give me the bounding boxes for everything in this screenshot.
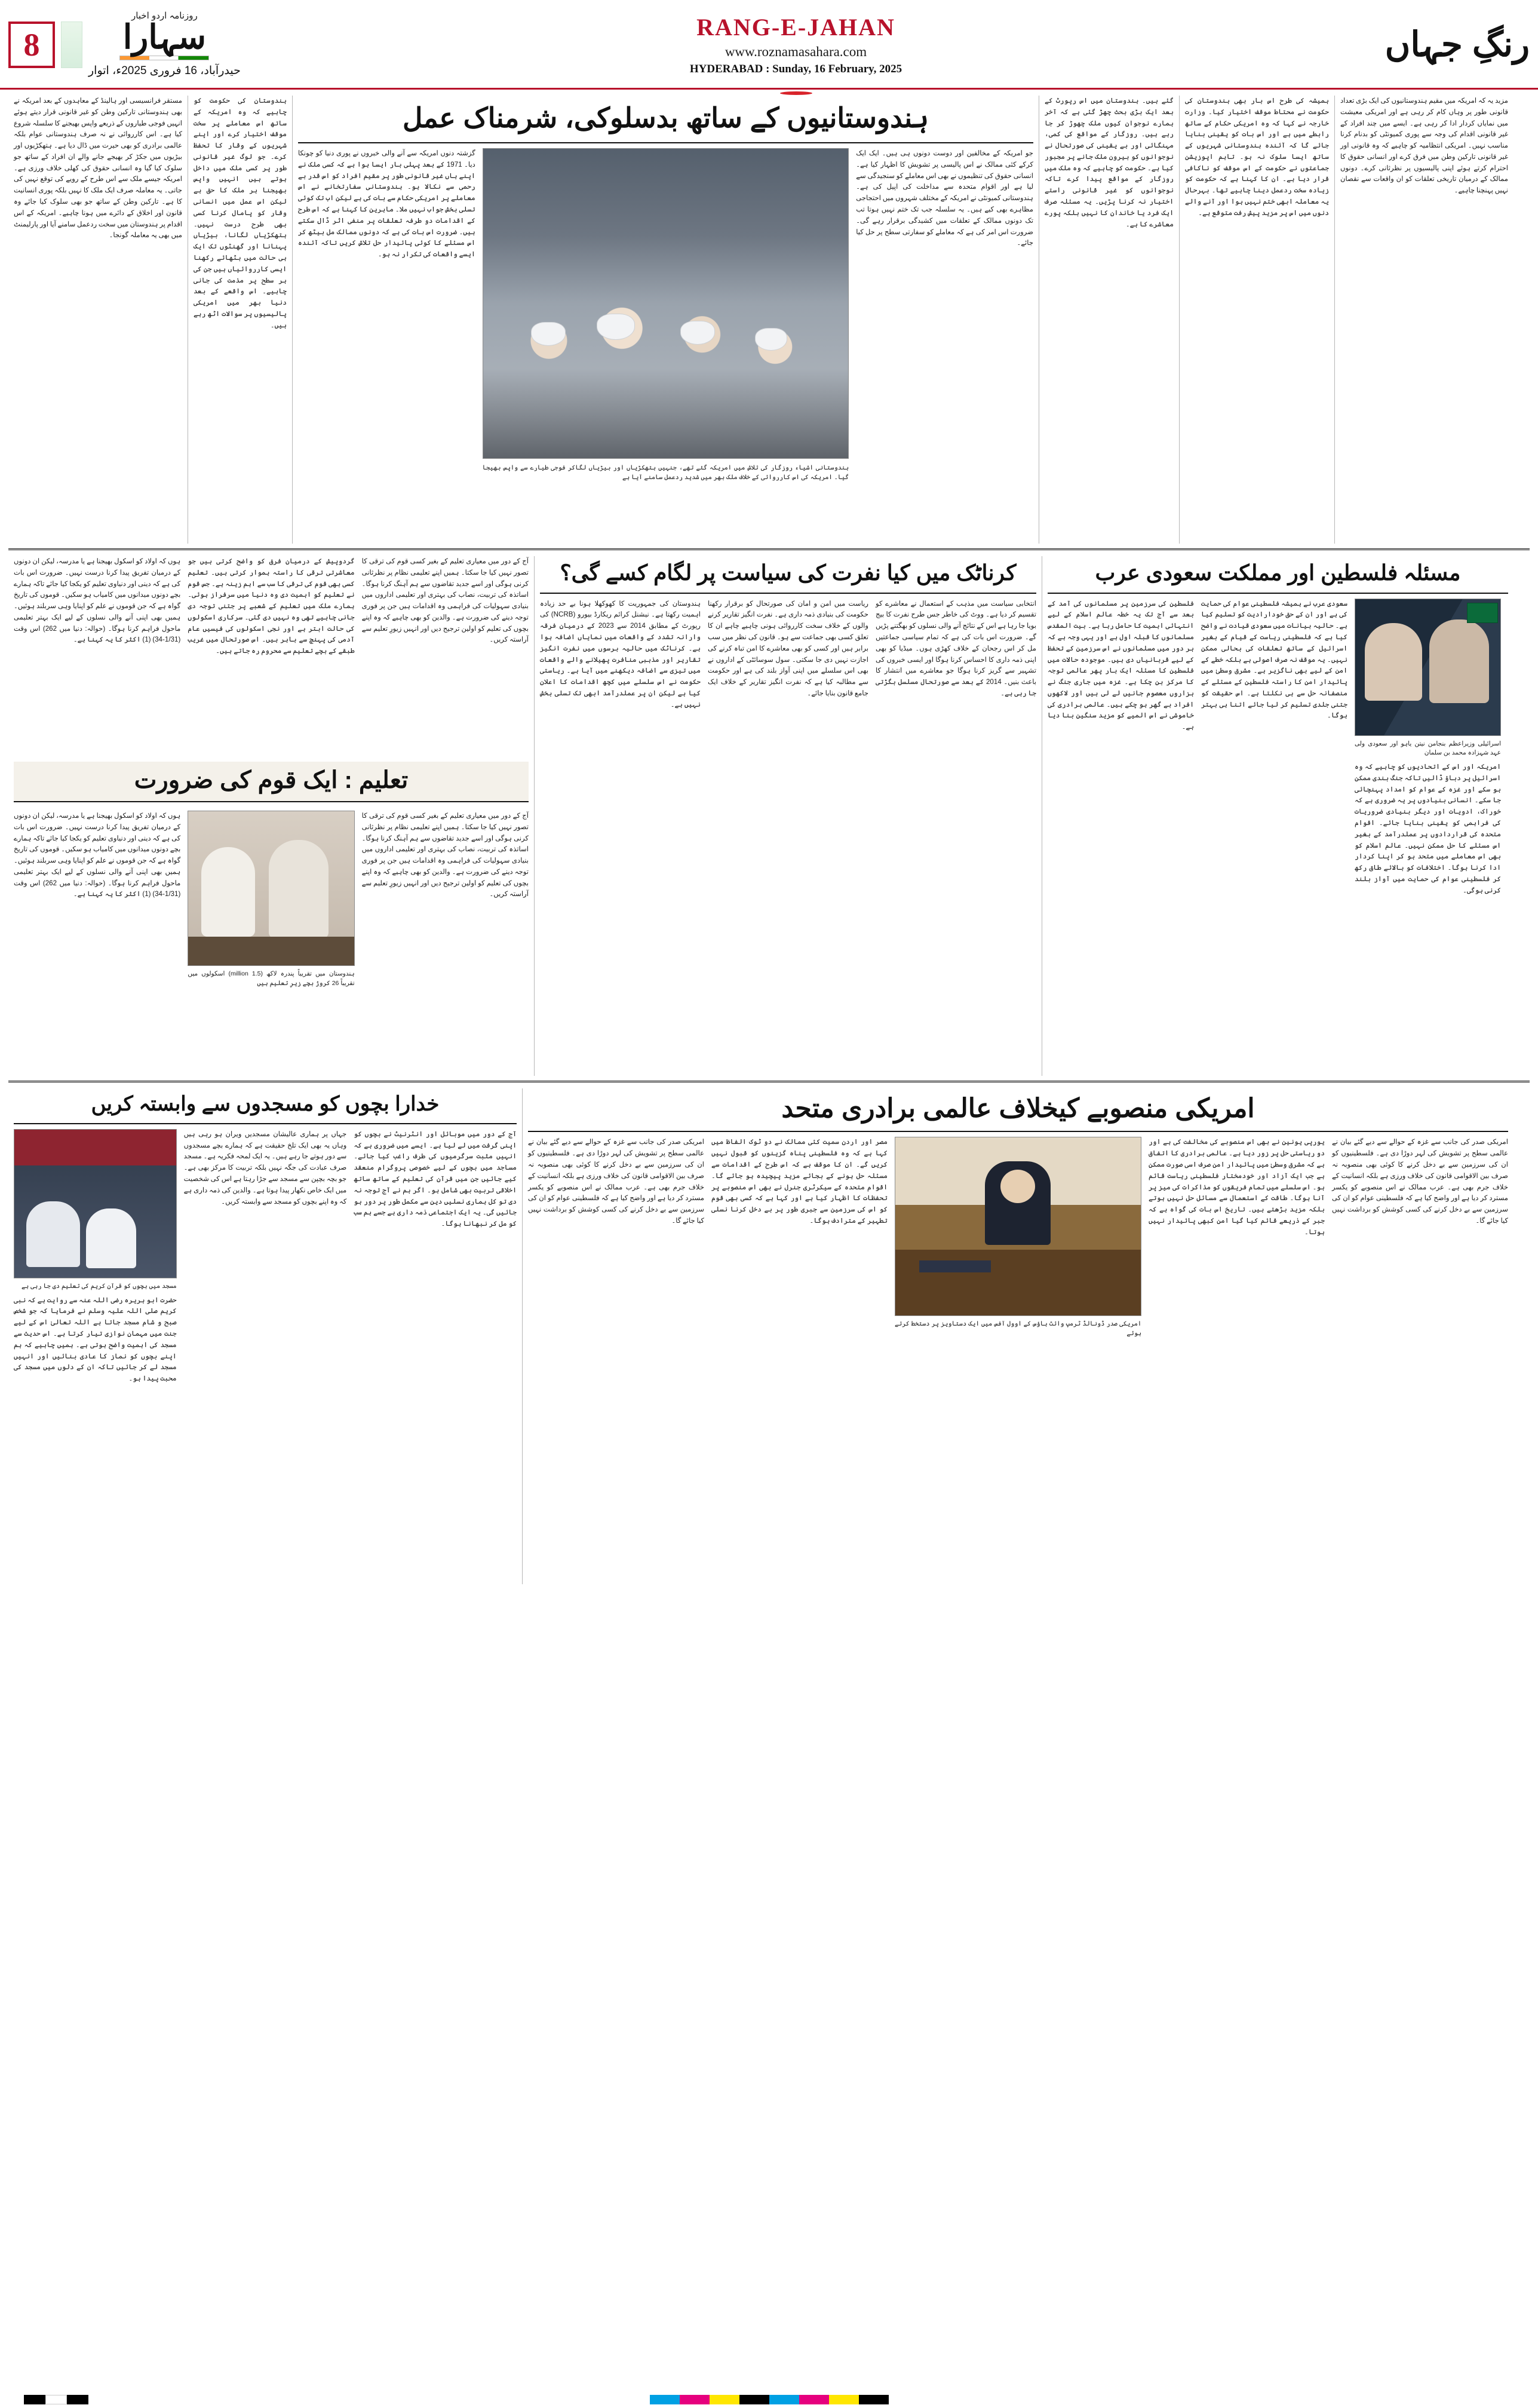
tricolor-icon	[119, 56, 209, 60]
us-plan-headline: امریکی منصوبے کیخلاف عالمی برادری متحد	[528, 1088, 1508, 1132]
education-photo-caption: ہندوستان میں تقریباً پندرہ لاکھ (1.5 million) اسکولوں میں تقریباً 26 کروڑ بچے زیرِ تعلیم ہیں	[188, 970, 355, 987]
education-paragraph: ہوں کہ اولاد کو اسکول بھیجنا ہے یا مدرسہ، لیکن ان دونوں کے درمیان تفریق پیدا کرنا درست نہیں۔ ضرورت اس بات کی ہے کہ دینی اور دنیاوی تعلیم کو یکجا کیا جائے تاکہ ہمارے بچے دونوں میدانوں میں کامیاب ہو سکیں۔ قوموں کی تاریخ گواہ ہے کہ جن قوموں نے علم کو اپنایا وہی سربلند ہوئیں۔ ہمیں بھی اپنی آنے والی نسلوں کے لیے ایک بہتر تعلیمی ماحول فراہم کرنا ہوگا۔ (حوالہ: دنیا میں 262) اس وقت (1/31-34) (1) اکثر کا یہ کہنا ہے۔	[14, 557, 181, 644]
lead-col-2	[188, 96, 292, 544]
mosque-headline: خدارا بچوں کو مسجدوں سے وابستہ کریں	[14, 1088, 517, 1124]
color-swatch	[769, 2395, 799, 2404]
masthead-left	[8, 5, 319, 84]
color-swatch	[829, 2395, 859, 2404]
us-plan-photo	[895, 1137, 1141, 1316]
us-plan-paragraph: یورپی یونین نے بھی اس منصوبے کی مخالفت کی ہے اور دو ریاستی حل پر زور دیا ہے۔ عالمی برادری کا اتفاق ہے کہ مشرق وسطیٰ میں پائیدار امن صرف اسی صورت ممکن ہے جب ایک آزاد اور خودمختار فلسطینی ریاست قائم ہو۔ اس سلسلے میں تمام فریقوں کو مذاکرات کی میز پر آنا ہوگا۔ طاقت کے استعمال سے مسائل حل نہیں ہوتے بلکہ مزید بڑھتے ہیں۔ تاریخ اس بات کی گواہ ہے کہ جبر کے ذریعے قائم کیا گیا امن کبھی پائیدار نہیں ہوتا۔	[1149, 1138, 1325, 1236]
mosque-paragraph: آج کے دور میں موبائل اور انٹرنیٹ نے بچوں کو اپنی گرفت میں لے لیا ہے۔ ایسے میں ضروری ہے کہ انہیں مثبت سرگرمیوں کی طرف راغب کیا جائے۔ مساجد میں بچوں کے لیے خصوصی پروگرام منعقد کیے جائیں جن میں قرآن کی تعلیم کے ساتھ ساتھ اخلاقی تربیت بھی شامل ہو۔ اگر ہم نے آج توجہ نہ دی تو کل ہماری نسلیں دین سے مکمل طور پر دور ہو جائیں گی۔ یہ ایک اجتماعی ذمہ داری ہے جسے ہم سب کو مل کر نبھانا ہوگا۔	[354, 1130, 517, 1228]
lead-col-1	[8, 96, 188, 544]
education-paragraph: آج کے دور میں معیاری تعلیم کے بغیر کسی قوم کی ترقی کا تصور نہیں کیا جا سکتا۔ ہمیں اپنے تعلیمی نظام پر نظرثانی کرنی ہوگی اور اسے جدید تقاضوں سے ہم آہنگ کرنا ہوگا۔ اساتذہ کی تربیت، نصاب کی بہتری اور تعلیمی اداروں میں بنیادی سہولیات کی فراہمی وہ اقدامات ہیں جن پر فوری توجہ دینے کی ضرورت ہے۔ والدین کو بھی چاہیے کہ وہ اپنے بچوں کی تعلیم کو اولین ترجیح دیں اور انہیں زیورِ تعلیم سے آراستہ کریں۔	[361, 557, 529, 644]
color-swatch	[650, 2395, 680, 2404]
color-swatch	[799, 2395, 829, 2404]
education-paragraph: آج کے دور میں معیاری تعلیم کے بغیر کسی قوم کی ترقی کا تصور نہیں کیا جا سکتا۔ ہمیں اپنے تعلیمی نظام پر نظرثانی کرنی ہوگی اور اسے جدید تقاضوں سے ہم آہنگ کرنا ہوگا۔ اساتذہ کی تربیت، نصاب کی بہتری اور تعلیمی اداروں میں بنیادی سہولیات کی فراہمی وہ اقدامات ہیں جن پر فوری توجہ دینے کی ضرورت ہے۔ والدین کو بھی چاہیے کہ وہ اپنے بچوں کی تعلیم کو اولین ترجیح دیں اور انہیں زیورِ تعلیم سے آراستہ کریں۔	[361, 812, 529, 898]
sahara-logo-main: سہارا	[122, 18, 207, 56]
mosque-paragraph: حضرت ابو ہریرہ رضی اللہ عنہ سے روایت ہے کہ نبی کریم صلی اللہ علیہ وسلم نے فرمایا کہ جو شخص صبح و شام مسجد جاتا ہے اللہ تعالیٰ اس کے لیے جنت میں مہمان نوازی تیار کرتا ہے۔ اس حدیث سے مسجد کی اہمیت واضح ہوتی ہے۔ ہمیں چاہیے کہ ہم اپنے بچوں کو نماز کا عادی بنائیں اور انہیں مسجد لے کر جائیں تاکہ ان کے دلوں میں مسجد کی محبت پیدا ہو۔	[14, 1296, 177, 1383]
paper-url[interactable]: www.roznamasahara.com	[725, 44, 867, 59]
masthead-date-urdu: حیدرآباد، 16 فروری 2025ء، اتوار	[88, 65, 241, 77]
color-registration-bar	[0, 2395, 1538, 2404]
lead-col-7	[1334, 96, 1514, 544]
palestine-saudi-headline: مسئلہ فلسطین اور مملکت سعودی عرب	[1048, 556, 1508, 594]
lead-article	[0, 90, 1538, 544]
bottom-section	[0, 1082, 1538, 1584]
paper-dateline: HYDERABAD : Sunday, 16 February, 2025	[689, 63, 902, 75]
lead-paragraph: جو امریکہ کے مخالفین اور دوست دونوں ہی ہیں۔ ایک ایک کرکے کئی ممالک نے اس پالیسی پر تشویش کا اظہار کیا ہے۔ انسانی حقوق کی تنظیموں نے بھی اس معاملے کو سنجیدگی سے لیا ہے اور اقوام متحدہ سے مداخلت کی اپیل کی ہے۔ ہندوستانی کمیونٹی نے امریکہ کے مختلف شہروں میں احتجاجی مظاہرے بھی کیے ہیں۔ یہ سلسلہ جب تک ختم نہیں ہوتا تب تک دونوں ممالک کے تعلقات میں کشیدگی برقرار رہے گی۔ ضرورت اس امر کی ہے کہ معاملے کو سفارتی سطح پر حل کیا جائے۔	[856, 149, 1033, 247]
article-us-plan	[522, 1088, 1514, 1584]
lead-col-5	[1039, 96, 1179, 544]
karnataka-headline: کرناٹک میں کیا نفرت کی سیاست پر لگام کسے گی؟	[540, 556, 1036, 594]
masthead	[0, 0, 1538, 90]
lead-paragraph: ہمیشہ کی طرح اس بار بھی ہندوستان کی حکومت نے محتاط موقف اختیار کیا۔ وزارت خارجہ نے کہا کہ وہ امریکی حکام کے ساتھ رابطے میں ہے اور اس بات کو یقینی بنایا جائے گا کہ آئندہ ہندوستانی شہریوں کے ساتھ ایسا سلوک نہ ہو۔ تاہم اپوزیشن جماعتوں نے حکومت کے اس موقف کو ناکافی قرار دیا ہے۔ ان کا کہنا ہے کہ حکومت کو زیادہ سخت ردعمل دینا چاہیے تھا۔ بہرحال یہ معاملہ ابھی ختم نہیں ہوا اور آنے والے دنوں میں اس پر مزید پیش رفت متوقع ہے۔	[1185, 97, 1329, 217]
education-headline: تعلیم : ایک قوم کی ضرورت	[14, 762, 529, 802]
karnataka-paragraph: ہندوستان کی جمہوریت کا کھوکھلا ہونا بے حد زیادہ اہمیت رکھتا ہے۔ نیشنل کرائم ریکارڈ بیورو (NCRB) کی رپورٹ کے مطابق 2014 سے 2023 کے درمیان فرقہ وارانہ تشدد کے واقعات میں نمایاں اضافہ ہوا ہے۔ کرناٹک میں حالیہ برسوں میں نفرت انگیز تقاریر اور مذہبی منافرت پھیلانے والے واقعات میں تیزی سے اضافہ دیکھنے میں آیا ہے۔ ریاستی حکومت نے اس سلسلے میں کچھ اقدامات کا اعلان کیا ہے لیکن ان پر عملدرآمد ابھی تک تسلی بخش نہیں ہے۔	[540, 599, 701, 708]
lead-headline: ہندوستانیوں کے ساتھ بدسلوکی، شرمناک عمل	[298, 96, 1033, 143]
palestine-paragraph: سعودی عرب نے ہمیشہ فلسطینی عوام کی حمایت کی ہے اور ان کے حق خودارادیت کو تسلیم کیا ہے۔ حالیہ بیانات میں سعودی قیادت نے واضح کیا ہے کہ فلسطینی ریاست کے قیام کے بغیر اسرائیل کے ساتھ تعلقات کی بحالی ممکن نہیں۔ یہ موقف نہ صرف اصولی ہے بلکہ خطے کے امن کے لیے بھی ناگزیر ہے۔ مشرق وسطیٰ میں پائیدار امن کا راستہ فلسطین کے مسئلے کے منصفانہ حل سے ہی نکلتا ہے۔ اس حقیقت کو جتنی جلدی تسلیم کر لیا جائے اتنا ہی بہتر ہوگا۔	[1201, 599, 1347, 720]
education-paragraph: گردوپیش کے درمیان فرق کو واضح کرتی ہیں جو معاشرتی ترقی کا راستہ ہموار کرتی ہیں۔ تعلیم کسی بھی قوم کی ترقی کا سب سے اہم زینہ ہے۔ جس قوم نے تعلیم کو اہمیت دی وہ دنیا میں سرفراز ہوئی۔ ہمارے ملک میں تعلیم کے شعبے پر جتنی توجہ دی جانی چاہیے تھی وہ نہیں دی گئی۔ سرکاری اسکولوں کی حالت ابتر ہے اور نجی اسکولوں کی فیسیں عام آدمی کی پہنچ سے باہر ہیں۔ اس صورتحال میں غریب طبقے کے بچے تعلیم سے محروم رہ جاتے ہیں۔	[188, 557, 355, 655]
article-education	[8, 556, 534, 1076]
paper-title: RANG-E-JAHAN	[696, 14, 895, 41]
lead-paragraph: مستقر فرانسیسی اور ہالینڈ کے معاہدوں کے بعد امریکہ نے بھی ہندوستانی تارکین وطن کو غیر قانونی قرار دیتے ہوئے انہیں فوجی طیاروں کے ذریعے واپس بھیجنے کا سلسلہ شروع کیا ہے۔ اس کارروائی نے نہ صرف ہندوستانی عوام بلکہ عالمی برادری کو بھی حیرت میں ڈال دیا ہے۔ ہتھکڑیوں اور بیڑیوں میں جکڑ کر بھیجے جانے والے ان افراد کے ساتھ جو سلوک کیا گیا وہ انسانی حقوق کی کھلی خلاف ورزی ہے۔ امریکہ جیسے ملک سے اس طرح کے رویے کی توقع نہیں کی جاتی۔ یہ معاملہ صرف ایک ملک کا نہیں بلکہ پوری انسانیت کا ہے۔ تارکین وطن کے ساتھ جو بھی سلوک کیا جائے وہ قانون اور اخلاق کے دائرے میں ہونا چاہیے۔ امریکہ کے اس اقدام پر ہندوستان میں سخت ردعمل سامنے آیا اور پارلیمنٹ میں بھی یہ معاملہ گونجا۔	[14, 97, 182, 240]
palestine-paragraph: فلسطین کی سرزمین پر مسلمانوں کی آمد کے بعد سے آج تک یہ خطہ عالم اسلام کے لیے انتہائی اہمیت کا حامل رہا ہے۔ بیت المقدس مسلمانوں کا قبلہ اول ہے اور یہی وجہ ہے کہ ہر دور میں مسلمانوں نے اس سرزمین کے تحفظ کے لیے قربانیاں دی ہیں۔ موجودہ حالات میں فلسطین کا مسئلہ ایک بار پھر عالمی توجہ کا مرکز بن چکا ہے۔ غزہ میں جاری جنگ نے ہزاروں معصوم جانیں لے لی ہیں اور لاکھوں افراد بے گھر ہو چکے ہیں۔ عالمی برادری کی خاموشی نے اس المیے کو مزید سنگین بنا دیا ہے۔	[1048, 599, 1194, 731]
lead-paragraph: مزید یہ کہ امریکہ میں مقیم ہندوستانیوں کی ایک بڑی تعداد قانونی طور پر وہاں کام کر رہی ہے اور امریکی معیشت میں نمایاں کردار ادا کر رہی ہے۔ ایسے میں چند افراد کے غیر قانونی اقدام کی وجہ سے پوری کمیونٹی کو بدنام کرنا مناسب نہیں۔ امریکی انتظامیہ کو چاہیے کہ وہ قانونی اور غیر قانونی تارکین وطن میں فرق کرے اور انسانی حقوق کا احترام کرتے ہوئے اپنی پالیسیوں پر نظرثانی کرے۔ دونوں ممالک کے درمیان تاریخی تعلقات کو ان واقعات سے نقصان نہیں پہنچنا چاہیے۔	[1340, 97, 1508, 195]
mosque-photo-caption: مسجد میں بچوں کو قرآن کریم کی تعلیم دی جا رہی ہے	[21, 1282, 177, 1290]
lead-col-6	[1179, 96, 1334, 544]
color-swatch	[680, 2395, 710, 2404]
middle-section	[0, 550, 1538, 1076]
article-mosque	[8, 1088, 522, 1584]
lead-paragraph: گزشتہ دنوں امریکہ سے آنے والی خبروں نے پوری دنیا کو چونکا دیا۔ 1971 کے بعد پہلی بار ایسا ہوا ہے کہ کسی ملک نے اپنے ہاں غیر قانونی طور پر مقیم افراد کو اس قدر بے رحمی سے نکالا ہو۔ ہندوستانی سفارتخانے نے اس معاملے پر امریکی حکام سے بات کی ہے لیکن اب تک کوئی تسلی بخش جواب نہیں ملا۔ ماہرین کا کہنا ہے کہ اس طرح کے اقدامات دو طرفہ تعلقات پر منفی اثر ڈال سکتے ہیں۔ ضرورت اس بات کی ہے کہ دونوں ممالک مل بیٹھ کر اس مسئلے کا کوئی پائیدار حل تلاش کریں تاکہ آئندہ ایسے واقعات کی تکرار نہ ہو۔	[298, 149, 475, 259]
lead-photo-block	[483, 148, 849, 544]
mosque-paragraph: جہاں پر ہماری عالیشان مسجدیں ویران ہو رہی ہیں وہاں یہ بھی ایک تلخ حقیقت ہے کہ ہمارے بچے مسجدوں سے دور ہوتے جا رہے ہیں۔ یہ ایک لمحہ فکریہ ہے۔ مسجد صرف عبادت کی جگہ نہیں بلکہ تربیت کا مرکز بھی ہے۔ جو بچہ بچپن سے مسجد سے جڑا رہتا ہے اس کی شخصیت میں ایک خاص نکھار پیدا ہوتا ہے۔ والدین کی ذمہ داری ہے کہ وہ اپنے بچوں کو مسجد سے وابستہ کریں۔	[183, 1130, 347, 1205]
article-karnataka	[534, 556, 1042, 1076]
lead-col-4	[856, 148, 1033, 544]
leaders-photo	[1355, 599, 1501, 736]
decorative-bar	[61, 22, 82, 68]
color-swatch	[739, 2395, 769, 2404]
karnataka-paragraph: ریاست میں امن و امان کی صورتحال کو برقرار رکھنا حکومت کی بنیادی ذمہ داری ہے۔ نفرت انگیز تقاریر کرنے والوں کے خلاف سخت کارروائی ہونی چاہیے چاہے ان کا تعلق کسی بھی جماعت سے ہو۔ قانون کی نظر میں سب برابر ہیں اور کسی کو بھی معاشرے کا امن تباہ کرنے کی اجازت نہیں دی جا سکتی۔ سول سوسائٹی کے اداروں نے بھی اس سلسلے میں اپنی آواز بلند کی ہے اور حکومت سے مطالبہ کیا ہے کہ نفرت انگیز تقاریر کے خلاف ایک جامع قانون بنایا جائے۔	[708, 599, 868, 697]
rosette-icon-2	[780, 91, 812, 95]
education-photo	[188, 811, 354, 966]
rang-e-jahan-urdu-logo: رنگِ جہاں	[1384, 24, 1530, 64]
lead-col-3	[298, 148, 475, 544]
color-swatch	[710, 2395, 739, 2404]
color-swatch	[859, 2395, 889, 2404]
page-number: 8	[8, 22, 55, 68]
masthead-right	[1273, 5, 1530, 84]
mosque-photo	[14, 1129, 177, 1278]
leaders-photo-caption: اسرائیلی وزیراعظم بنجامن نیتن یاہو اور سعودی ولی عہد شہزادہ محمد بن سلمان	[1355, 740, 1501, 757]
us-plan-paragraph: امریکی صدر کی جانب سے غزہ کے حوالے سے دیے گئے بیان نے عالمی سطح پر تشویش کی لہر دوڑا دی ہے۔ فلسطینیوں کو ان کی سرزمین سے بے دخل کرنے کا کوئی بھی منصوبہ نہ صرف بین الاقوامی قانون کی خلاف ورزی ہے بلکہ انسانیت کے خلاف جرم بھی ہے۔ عرب ممالک نے اس منصوبے کو یکسر مسترد کر دیا ہے اور واضح کیا ہے کہ فلسطینی عوام کو ان کی سرزمین سے بے دخل کرنے کی کسی کوشش کو برداشت نہیں کیا جائے گا۔	[528, 1138, 704, 1225]
karnataka-paragraph: انتخابی سیاست میں مذہب کے استعمال نے معاشرے کو تقسیم کر دیا ہے۔ ووٹ کی خاطر جس طرح نفرت کا بیج بویا جا رہا ہے اس کے نتائج آنے والی نسلوں کو بھگتنے پڑیں گے۔ ضرورت اس بات کی ہے کہ تمام سیاسی جماعتیں مل کر اس رجحان کے خلاف کھڑی ہوں۔ میڈیا کو بھی اپنی ذمہ داری کا احساس کرنا ہوگا اور ایسی خبروں کی تشہیر سے گریز کرنا ہوگا جو معاشرے میں انتشار کا باعث بنیں۔ 2014 کے بعد سے صورتحال مسلسل بگڑتی جا رہی ہے۔	[876, 599, 1036, 697]
lead-photo-caption: ہندوستانی اشیاء روزگار کی تلاش میں امریکہ گئے تھے، جنہیں ہتھکڑیاں اور بیڑیاں لگاکر فوجی طیارے سے واپس بھیجا گیا۔ امریکہ کی اس کارروائی کے خلاف ملک بھر میں شدید ردعمل سامنے آیا ہے	[482, 464, 849, 481]
lead-photo	[483, 148, 849, 459]
lead-main-block	[292, 96, 1039, 544]
sahara-logo	[88, 11, 241, 60]
us-plan-paragraph: مصر اور اردن سمیت کئی ممالک نے دو ٹوک الفاظ میں کہا ہے کہ وہ فلسطینی پناہ گزینوں کو قبول نہیں کریں گے۔ ان کا موقف ہے کہ اس طرح کے اقدامات سے مسئلہ حل ہونے کے بجائے مزید پیچیدہ ہو جائے گا۔ اقوام متحدہ کے سیکرٹری جنرل نے بھی اس منصوبے پر تحفظات کا اظہار کیا ہے اور کہا ہے کہ کسی بھی قوم کو اس کی سرزمین سے جبری طور پر بے دخل کرنا نسلی تطہیر کے مترادف ہوگا۔	[711, 1138, 888, 1225]
sahara-logo-sub: روزنامہ اردو اخبار	[131, 11, 198, 21]
masthead-center	[319, 5, 1273, 84]
us-plan-paragraph: امریکی صدر کی جانب سے غزہ کے حوالے سے دیے گئے بیان نے عالمی سطح پر تشویش کی لہر دوڑا دی ہے۔ فلسطینیوں کو ان کی سرزمین سے بے دخل کرنے کا کوئی بھی منصوبہ نہ صرف بین الاقوامی قانون کی خلاف ورزی ہے بلکہ انسانیت کے خلاف جرم بھی ہے۔ عرب ممالک نے اس منصوبے کو یکسر مسترد کر دیا ہے اور واضح کیا ہے کہ فلسطینی عوام کو ان کی سرزمین سے بے دخل کرنے کی کسی کوشش کو برداشت نہیں کیا جائے گا۔	[1332, 1138, 1508, 1225]
lead-paragraph: گئے ہیں۔ ہندوستان میں اس رپورٹ کے بعد ایک بڑی بحث چھڑ گئی ہے کہ آخر ہمارے نوجوان کیوں ملک چھوڑ کر جا رہے ہیں۔ روزگار کے مواقع کی کمی، مہنگائی اور بے یقینی کی صورتحال نے نوجوانوں کو بیرون ملک جانے پر مجبور کیا ہے۔ حکومت کو چاہیے کہ وہ ملک میں روزگار کے مواقع پیدا کرے تاکہ نوجوانوں کو غیر قانونی راستے اختیار نہ کرنا پڑیں۔ یہ مسئلہ صرف ایک فرد یا خاندان کا نہیں بلکہ پورے معاشرے کا ہے۔	[1045, 97, 1174, 228]
palestine-paragraph: امریکہ اور اس کے اتحادیوں کو چاہیے کہ وہ اسرائیل پر دباؤ ڈالیں تاکہ جنگ بندی ممکن ہو سکے اور غزہ کے عوام کو امداد پہنچائی جا سکے۔ انسانی بنیادوں پر یہ ضروری ہے کہ خوراک، ادویات اور دیگر بنیادی ضروریات کی فراہمی کو یقینی بنایا جائے۔ اقوام متحدہ کی قراردادوں پر عملدرآمد کے بغیر اس مسئلے کا حل ممکن نہیں۔ عالم اسلام کو بھی اس معاملے میں متحد ہو کر اپنا کردار ادا کرنا ہوگا۔ اختلافات کو بالائے طاق رکھ کر فلسطینی عوام کی حمایت میں آواز بلند کرنی ہوگی۔	[1355, 763, 1501, 894]
article-palestine-saudi	[1042, 556, 1514, 1076]
lead-paragraph: ہندوستان کی حکومت کو چاہیے کہ وہ امریکہ کے ساتھ اس معاملے پر سخت موقف اختیار کرے اور اپنے شہریوں کے وقار کا تحفظ کرے۔ جو لوگ غیر قانونی طور پر کسی ملک میں داخل ہوتے ہیں انہیں واپس بھیجنا ہر ملک کا حق ہے لیکن اس عمل میں انسانی وقار کو پامال کرنا کسی بھی طرح درست نہیں۔ ہتھکڑیاں لگانا، بیڑیاں پہنانا اور گھنٹوں تک ایک ہی حالت میں بٹھائے رکھنا ایسی کارروائیاں ہیں جن کی ہر سطح پر مذمت کی جانی چاہیے۔ اس واقعے کے بعد دنیا بھر میں امریکی پالیسیوں پر سوالات اٹھ رہے ہیں۔	[194, 97, 287, 329]
us-plan-photo-caption: امریکی صدر ڈونالڈ ٹرمپ وائٹ ہاؤس کے اوول آفس میں ایک دستاویز پر دستخط کرتے ہوئے	[895, 1320, 1141, 1338]
education-paragraph: ہوں کہ اولاد کو اسکول بھیجنا ہے یا مدرسہ، لیکن ان دونوں کے درمیان تفریق پیدا کرنا درست نہیں۔ ضرورت اس بات کی ہے کہ دینی اور دنیاوی تعلیم کو یکجا کیا جائے تاکہ ہمارے بچے دونوں میدانوں میں کامیاب ہو سکیں۔ قوموں کی تاریخ گواہ ہے کہ جن قوموں نے علم کو اپنایا وہی سربلند ہوئیں۔ ہمیں بھی اپنی آنے والی نسلوں کے لیے ایک بہتر تعلیمی ماحول فراہم کرنا ہوگا۔ (حوالہ: دنیا میں 262) اس وقت (1/31-34) (1) اکثر کا یہ کہنا ہے۔	[14, 812, 181, 898]
